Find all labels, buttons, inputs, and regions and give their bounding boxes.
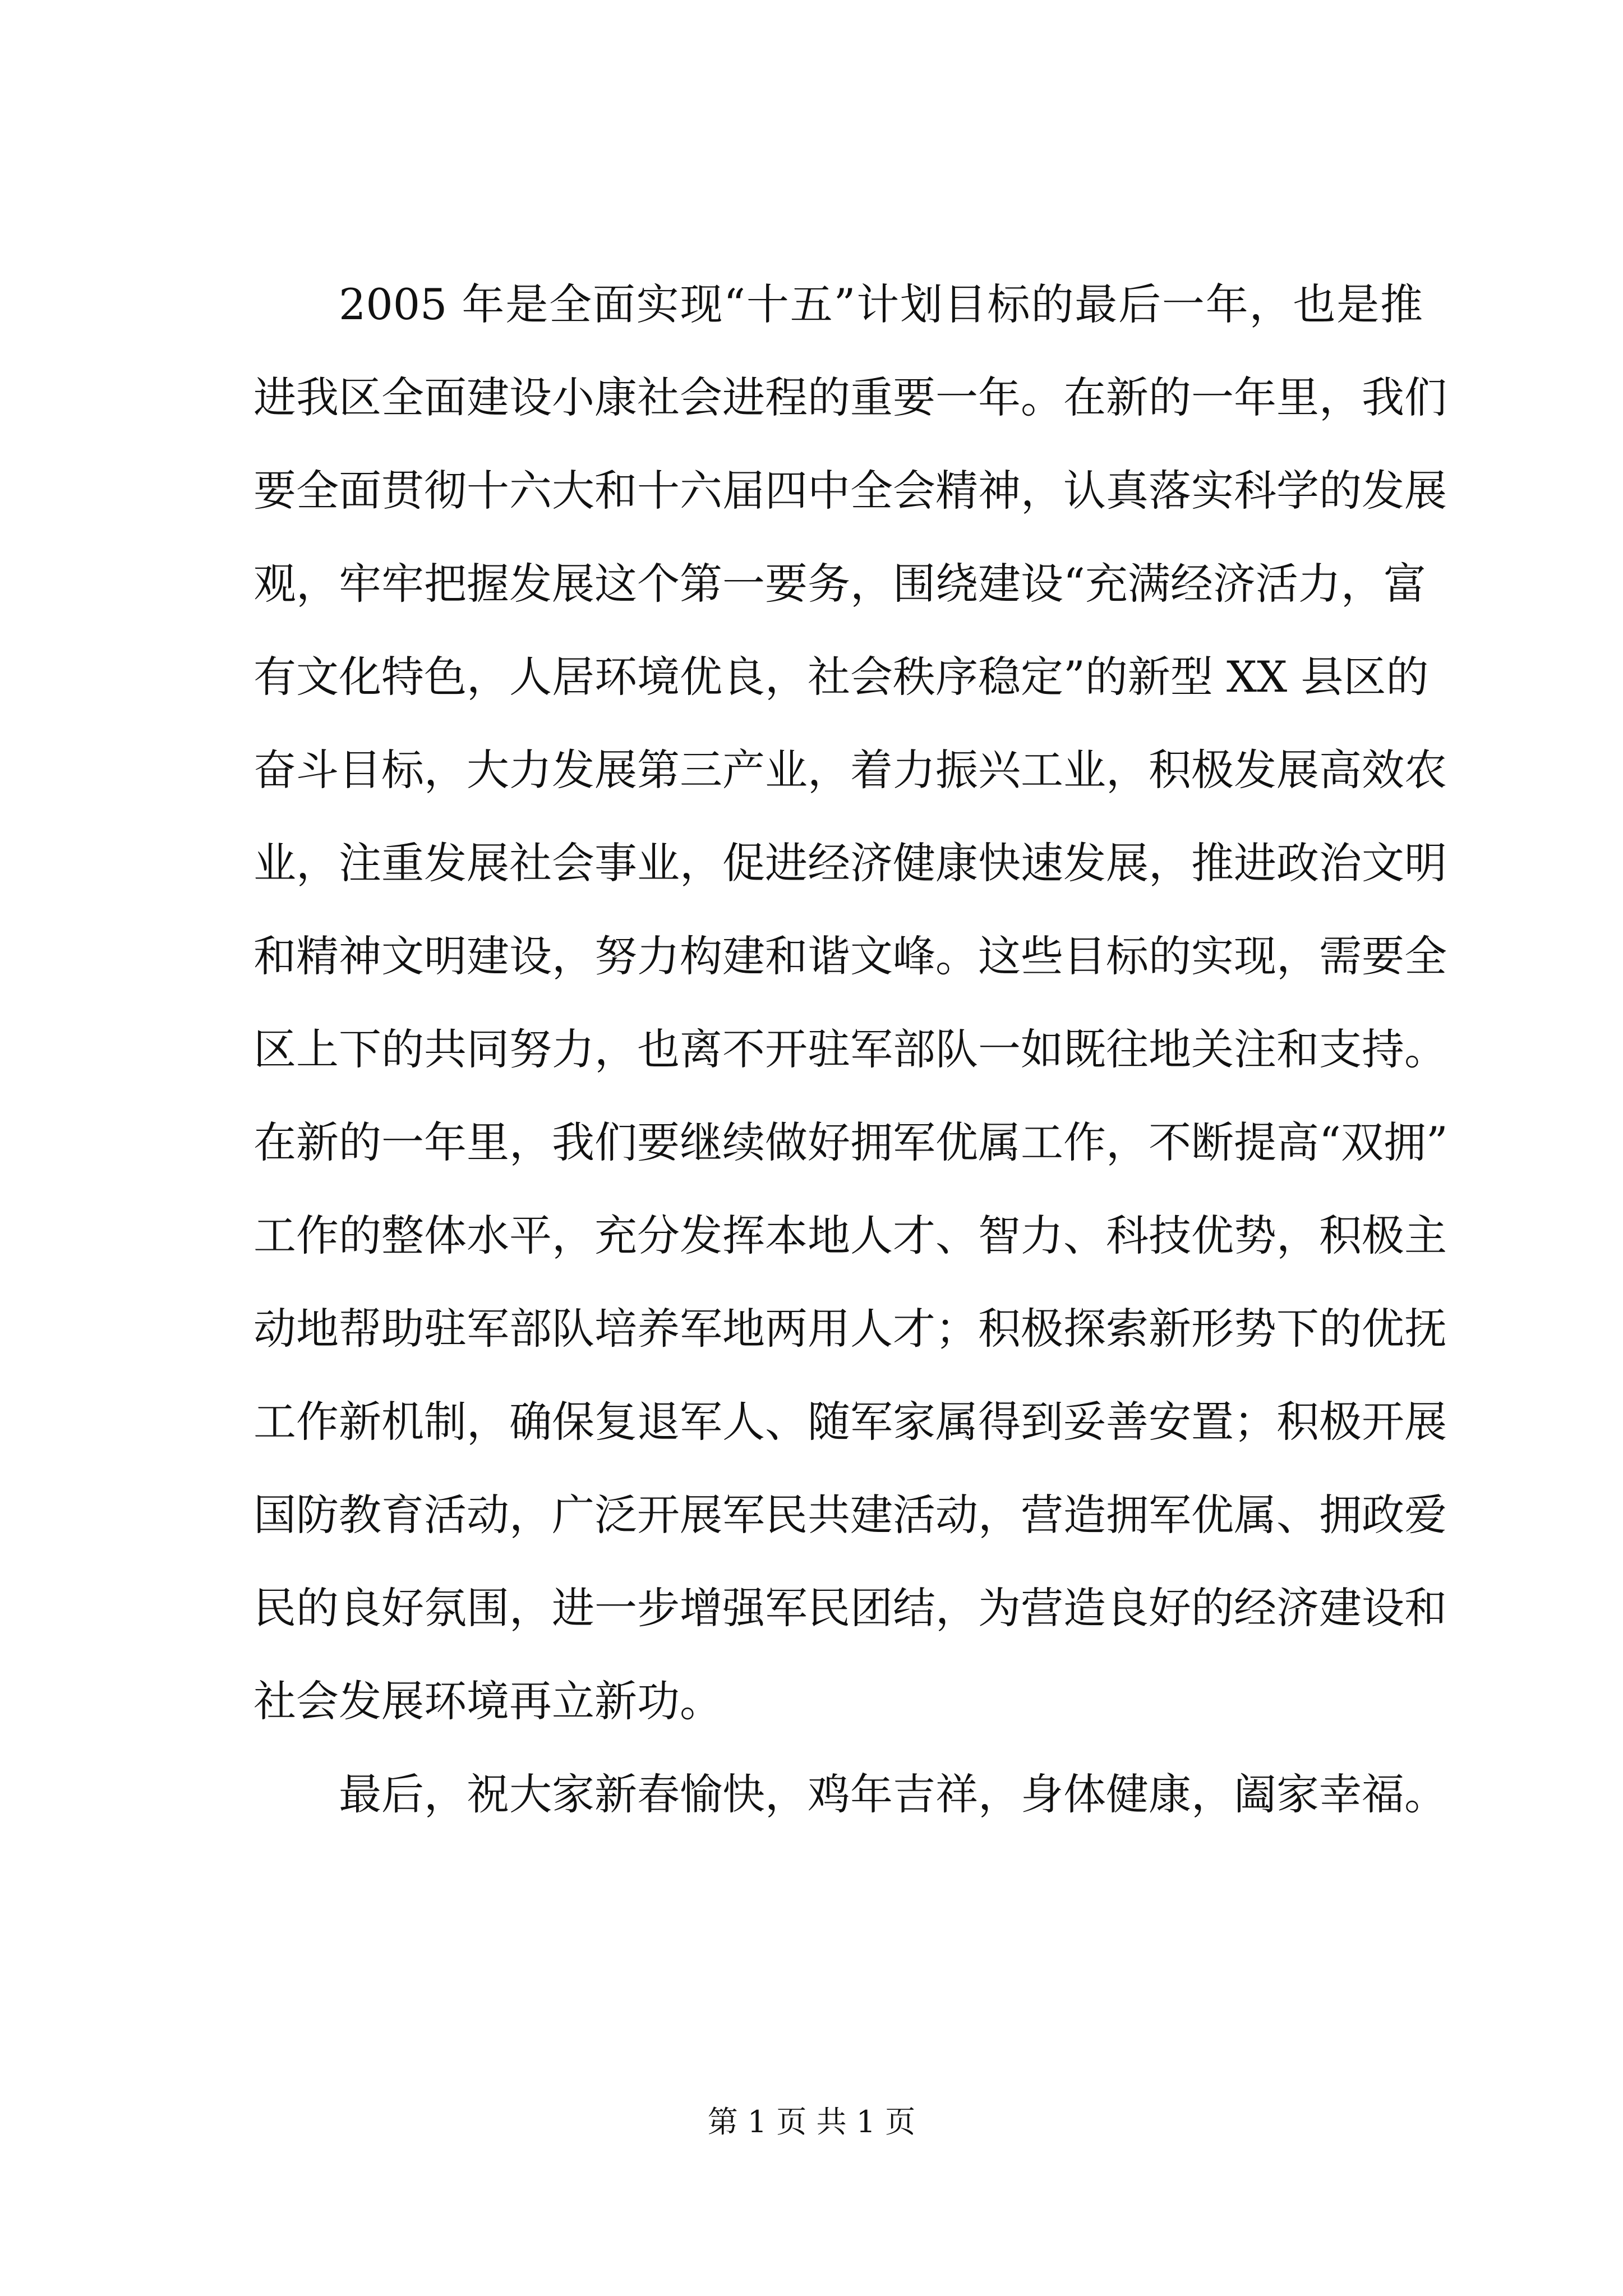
- paragraph-1-line-7: 业，注重发展社会事业，促进经济健康快速发展，推进政治文明: [253, 838, 1447, 888]
- document-body: [253, 258, 1448, 1841]
- page-footer: 第 1 页 共 1 页: [707, 2104, 916, 2139]
- paragraph-2: 最后，祝大家新春愉快，鸡年吉祥，身体健康，阖家幸福。: [339, 1769, 1447, 1819]
- paragraph-1-line-16: 社会发展环境再立新功。: [253, 1676, 722, 1726]
- paragraph-1-line-5: 有文化特色，人居环境优良，社会秩序稳定”的新型 XX 县区的: [253, 652, 1429, 702]
- paragraph-1-line-2: 进我区全面建设小康社会进程的重要一年。在新的一年里，我们: [253, 372, 1447, 422]
- paragraph-1-line-10: 在新的一年里，我们要继续做好拥军优属工作，不断提高“双拥”: [253, 1117, 1448, 1167]
- paragraph-1-line-15: 民的良好氛围，进一步增强军民团结，为营造良好的经济建设和: [253, 1583, 1447, 1633]
- paragraph-1-line-3: 要全面贯彻十六大和十六届四中全会精神，认真落实科学的发展: [253, 466, 1447, 516]
- paragraph-1-line-1: 2005 年是全面实现“十五”计划目标的最后一年，也是推: [339, 279, 1423, 329]
- paragraph-1-line-11: 工作的整体水平，充分发挥本地人才、智力、科技优势，积极主: [253, 1211, 1447, 1260]
- paragraph-1-line-14: 国防教育活动，广泛开展军民共建活动，营造拥军优属、拥政爱: [253, 1490, 1447, 1540]
- paragraph-1-line-13: 工作新机制，确保复退军人、随军家属得到妥善安置；积极开展: [253, 1397, 1447, 1447]
- paragraph-1-line-9: 区上下的共同努力，也离不开驻军部队一如既往地关注和支持。: [253, 1024, 1447, 1074]
- paragraph-1-line-6: 奋斗目标，大力发展第三产业，着力振兴工业，积极发展高效农: [253, 745, 1447, 795]
- paragraph-1-line-4: 观，牢牢把握发展这个第一要务，围绕建设“充满经济活力，富: [253, 559, 1426, 609]
- paragraph-1-line-8: 和精神文明建设，努力构建和谐文峰。这些目标的实现，需要全: [253, 931, 1447, 981]
- paragraph-1-line-12: 动地帮助驻军部队培养军地两用人才；积极探索新形势下的优抚: [253, 1304, 1447, 1354]
